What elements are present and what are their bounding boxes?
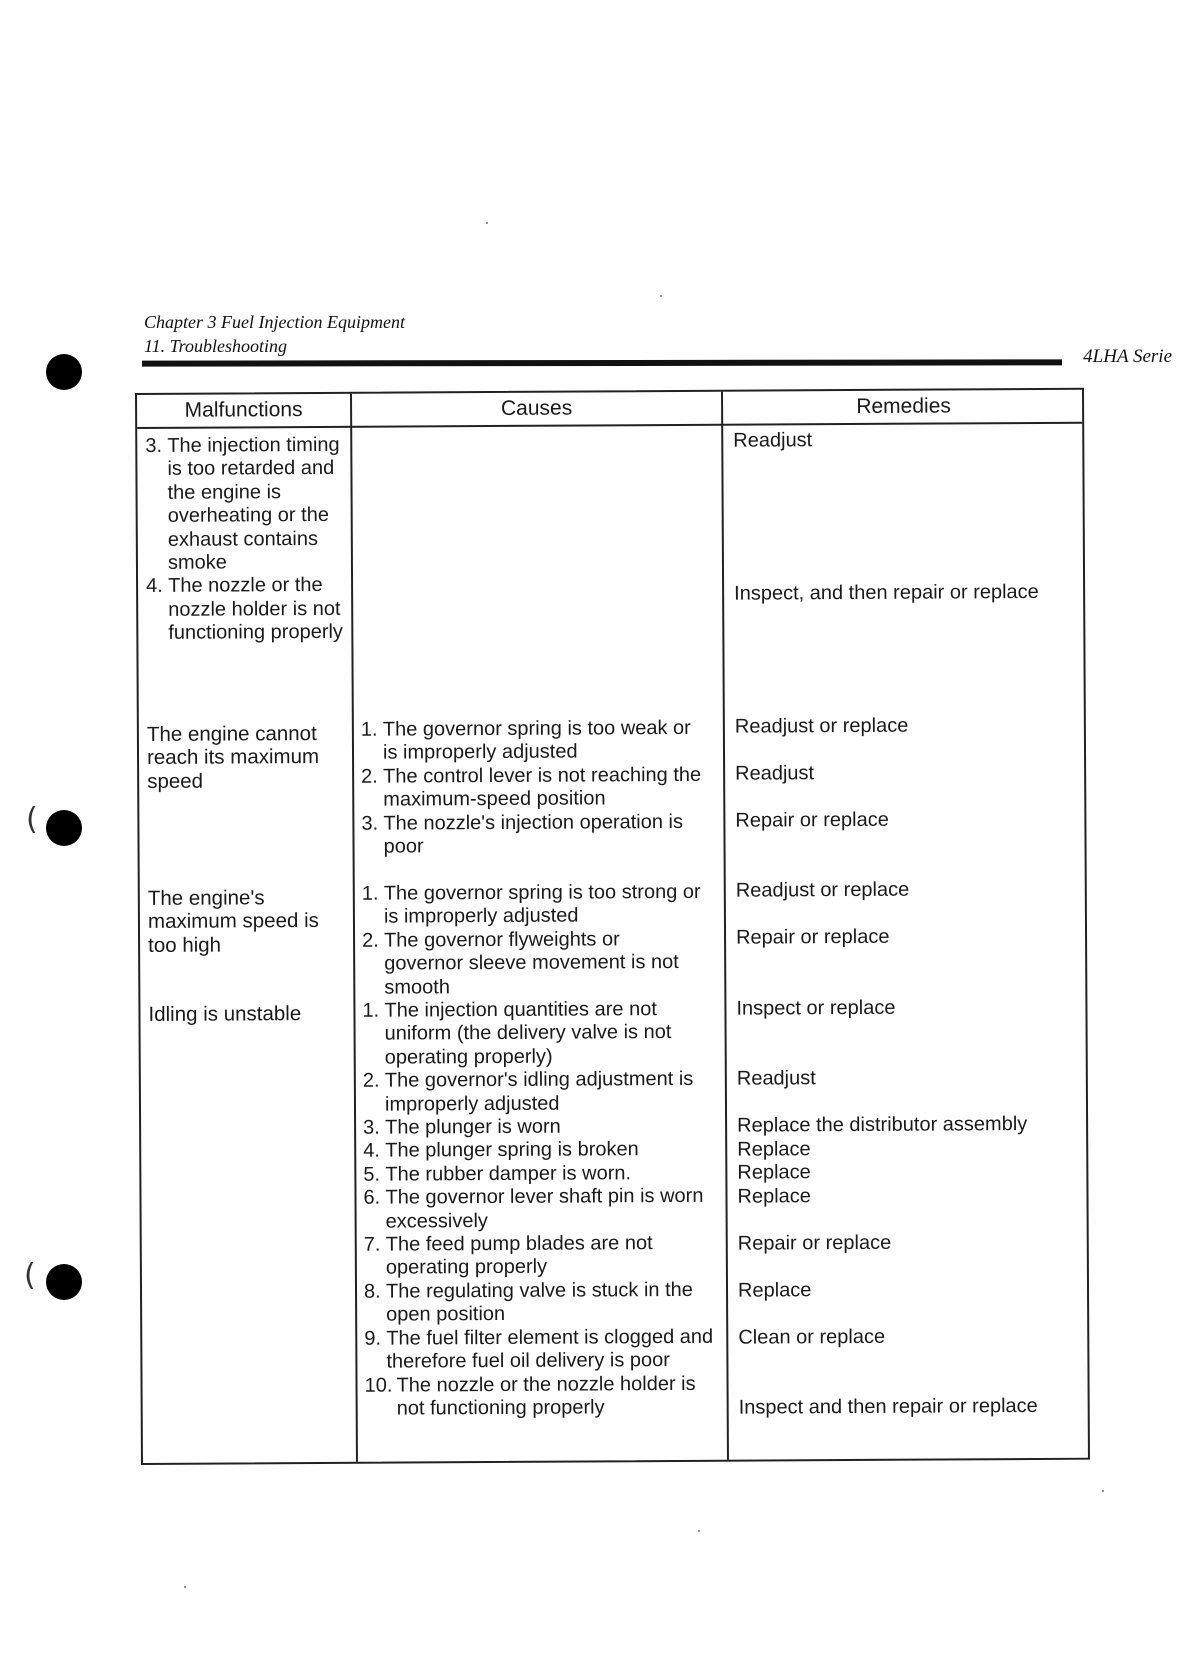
- remedy: Readjust: [735, 762, 815, 785]
- item-number: 7.: [363, 1233, 381, 1256]
- remedy: Inspect or replace: [736, 996, 896, 1020]
- item-number: 4.: [363, 1140, 380, 1163]
- cause-item: [364, 1372, 714, 1421]
- item-number: 5.: [363, 1163, 381, 1186]
- item-number: 4.: [146, 575, 163, 598]
- item-number: 10.: [364, 1374, 393, 1397]
- item-text: The feed pump blades are not operating properly: [385, 1232, 653, 1280]
- header-divider: [137, 422, 1082, 429]
- cause-item: [362, 928, 704, 1000]
- binder-hole-icon: [46, 810, 82, 846]
- paren-mark-icon: (: [26, 802, 38, 837]
- remedy: Replace: [737, 1279, 812, 1302]
- causes-cell: [361, 717, 704, 859]
- header-rule: [142, 359, 1062, 366]
- remedy: Readjust: [736, 1067, 816, 1090]
- scan-speck: [698, 1530, 700, 1532]
- cause-item: [362, 998, 712, 1070]
- cause-item: [363, 1185, 713, 1234]
- item-number: 1.: [361, 882, 379, 905]
- cause-item: [363, 1162, 713, 1187]
- cause-item: [361, 717, 703, 766]
- item-number: 1.: [362, 999, 380, 1022]
- causes-cell: [362, 881, 705, 1000]
- series-label: 4LHA Serie: [1083, 346, 1172, 367]
- remedy: Inspect, and then repair or replace: [734, 580, 1039, 605]
- remedy: Inspect and then repair or replace: [738, 1394, 1038, 1419]
- item-number: 8.: [363, 1280, 381, 1303]
- item-number: 2.: [362, 1069, 380, 1092]
- item-number: 3.: [361, 812, 379, 835]
- binder-hole-icon: [46, 1264, 82, 1300]
- remedy: Repair or replace: [735, 808, 889, 832]
- item-text: The regulating valve is stuck in the open position: [385, 1278, 693, 1326]
- item-text: The governor flyweights or governor sleeve movement is not smooth: [383, 928, 679, 999]
- column-divider: [350, 394, 358, 1462]
- remedy: Readjust or replace: [734, 714, 909, 738]
- scan-speck: [486, 222, 488, 224]
- remedy: Repair or replace: [737, 1231, 892, 1255]
- section-title: 11. Troubleshooting: [144, 336, 288, 356]
- remedy: Replace the distributor assembly: [737, 1113, 1028, 1137]
- item-number: 3.: [363, 1116, 380, 1139]
- remedy: Readjust or replace: [735, 878, 910, 902]
- malfunction-item: [146, 574, 346, 645]
- cause-item: [361, 764, 703, 813]
- causes-cell: [362, 998, 714, 1421]
- item-text: The nozzle or the nozzle holder is not functioning properly: [168, 574, 343, 645]
- cause-item: [362, 881, 704, 930]
- malfunction-cell: [145, 434, 346, 646]
- item-text: The injection timing is too retarded and the engine is overheating or the exhaust contains smoke: [167, 433, 340, 574]
- item-number: 3.: [145, 434, 163, 457]
- cause-item: [364, 1325, 714, 1374]
- item-number: 6.: [363, 1186, 381, 1209]
- item-text: The rubber damper is worn.: [385, 1162, 632, 1186]
- chapter-title: Chapter 3 Fuel Injection Equipment: [144, 312, 405, 332]
- item-text: The nozzle or the nozzle holder is not functioning properly: [396, 1372, 696, 1420]
- item-text: The plunger spring is broken: [385, 1138, 639, 1163]
- item-text: The governor spring is too weak or is improperly adjusted: [382, 716, 691, 765]
- column-header-causes: Causes: [500, 396, 573, 420]
- malfunction-cell: Idling is unstable: [148, 1002, 302, 1026]
- item-text: The nozzle's injection operation is poor: [383, 810, 684, 858]
- item-number: 2.: [361, 765, 378, 788]
- remedy: Clean or replace: [738, 1325, 886, 1349]
- column-header-remedies: Remedies: [856, 394, 951, 418]
- cause-item: [363, 1068, 713, 1117]
- cause-item: [364, 1279, 714, 1328]
- scan-speck: [184, 1586, 186, 1588]
- item-number: 1.: [360, 718, 378, 741]
- column-divider: [721, 392, 729, 1460]
- item-text: The injection quantities are not uniform (the delivery valve is not operating properly): [384, 998, 672, 1069]
- scan-speck: [1102, 1490, 1104, 1492]
- item-text: The governor's idling adjustment is improperly adjusted: [384, 1068, 694, 1116]
- remedy: Repair or replace: [735, 925, 890, 949]
- remedy: Replace: [737, 1161, 811, 1184]
- remedy: Readjust: [733, 429, 813, 452]
- item-text: The plunger is worn: [385, 1115, 561, 1139]
- binder-hole-icon: [46, 354, 82, 390]
- paren-mark-icon: (: [24, 1258, 36, 1293]
- remedy: Replace: [737, 1138, 811, 1161]
- cause-item: [363, 1115, 713, 1140]
- column-header-malfunctions: Malfunctions: [184, 398, 303, 422]
- item-text: The fuel filter element is clogged and therefore fuel oil delivery is poor: [386, 1325, 714, 1373]
- scan-speck: [660, 295, 662, 297]
- item-text: The governor lever shaft pin is worn excessively: [385, 1185, 704, 1233]
- item-text: The control lever is not reaching the maximum-speed position: [383, 763, 702, 811]
- item-number: 2.: [362, 929, 379, 952]
- cause-item: [364, 1232, 714, 1281]
- malfunction-item: [145, 434, 346, 576]
- malfunction-cell: The engine cannot reach its maximum speed: [146, 721, 320, 793]
- item-number: 9.: [364, 1327, 382, 1350]
- cause-item: [363, 1138, 713, 1163]
- troubleshooting-table: [135, 388, 1090, 1465]
- cause-item: [361, 810, 703, 859]
- remedy: Replace: [737, 1185, 811, 1208]
- malfunction-cell: The engine's maximum speed is too high: [147, 886, 319, 957]
- item-text: The governor spring is too strong or is improperly adjusted: [383, 880, 701, 929]
